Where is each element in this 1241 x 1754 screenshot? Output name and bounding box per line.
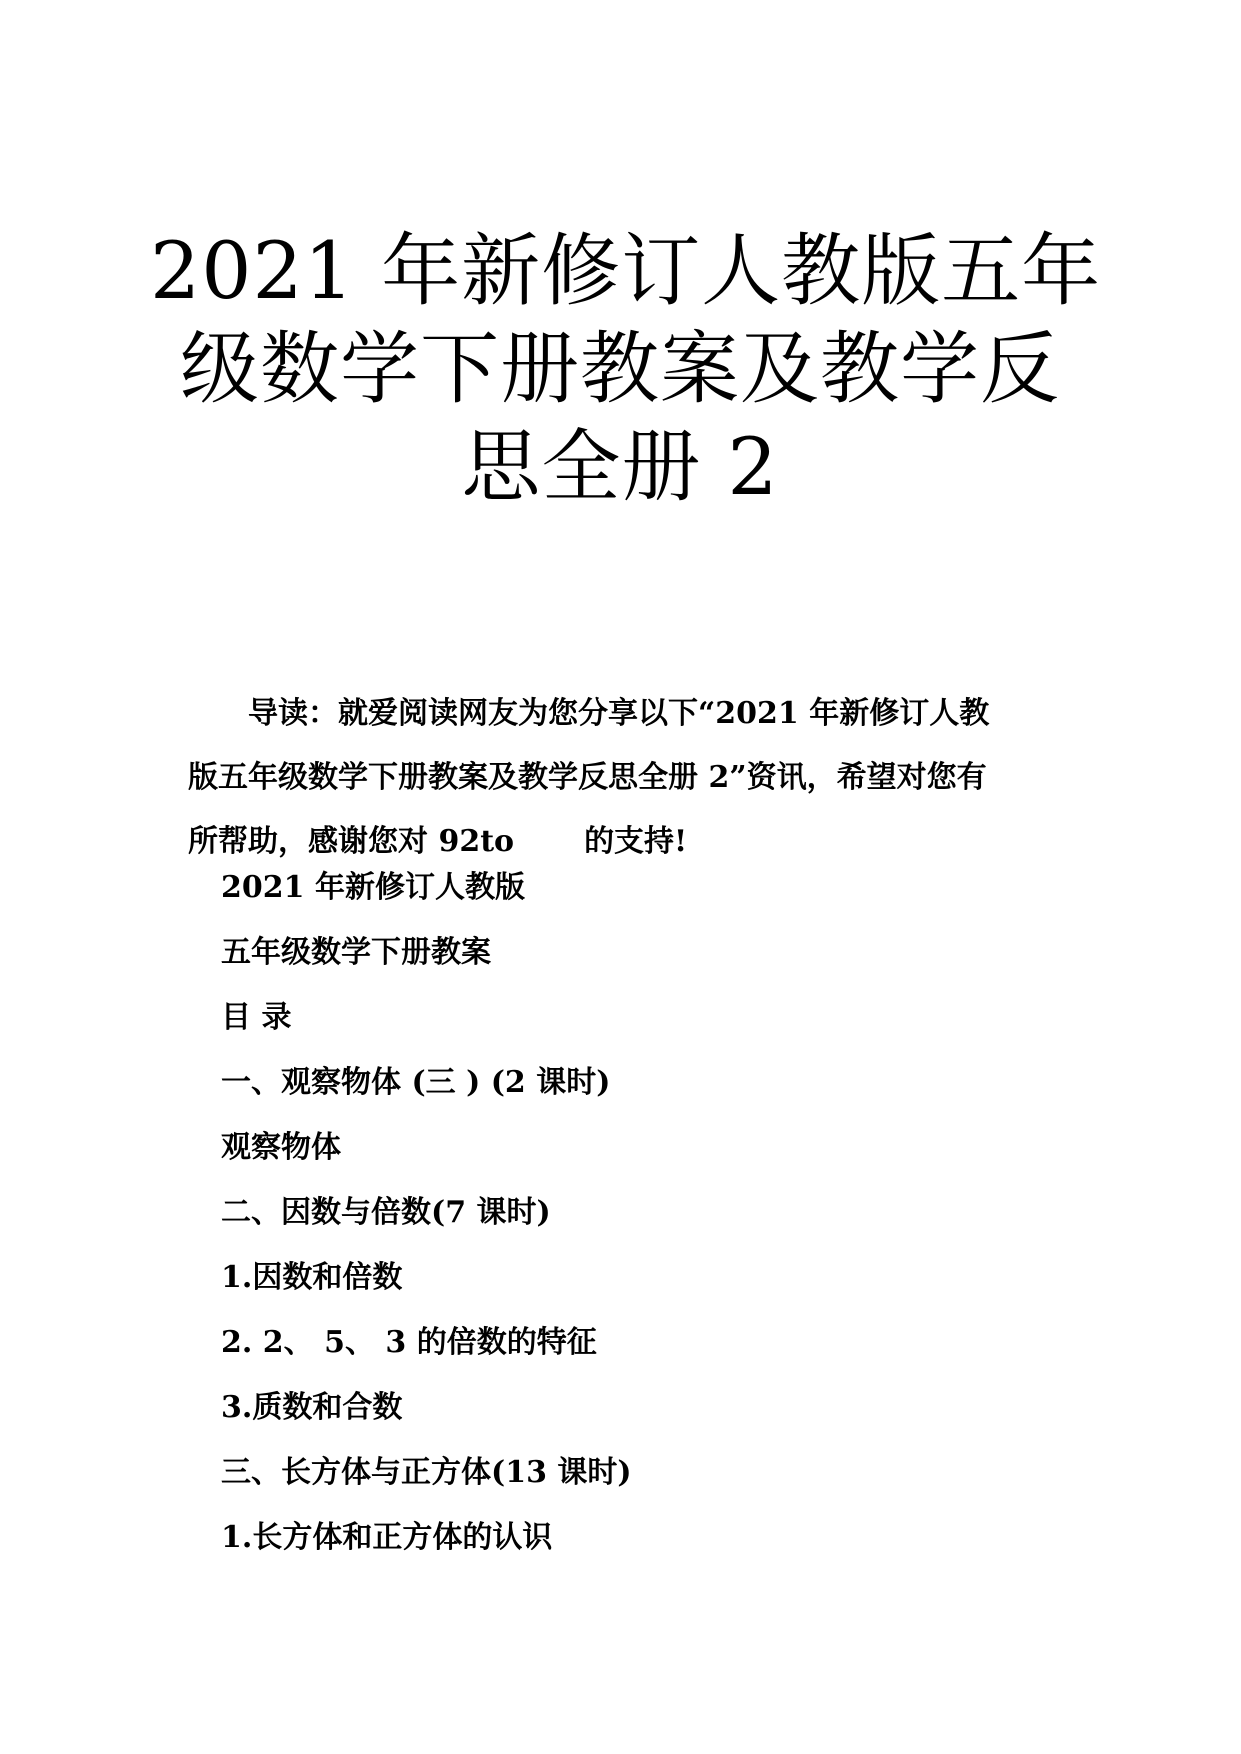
toc-heading: 目 录 bbox=[221, 1000, 292, 1035]
toc-item: 3.质数和合数 bbox=[221, 1390, 403, 1425]
toc-item: 三、长方体与正方体(13 课时) bbox=[221, 1455, 632, 1490]
toc-item: 一、观察物体 (三 ) (2 课时) bbox=[221, 1065, 611, 1100]
toc-item: 1.长方体和正方体的认识 bbox=[221, 1520, 553, 1555]
intro-paragraph bbox=[188, 682, 1068, 874]
document-title bbox=[150, 222, 1102, 516]
intro-line-3-end: 的支持! bbox=[584, 824, 688, 859]
toc-item: 1.因数和倍数 bbox=[221, 1260, 403, 1295]
intro-line-3 bbox=[188, 810, 1068, 874]
title-line-3: 思全册 2 bbox=[461, 421, 779, 513]
intro-line-1: 导读：就爱阅读网友为您分享以下“2021 年新修订人教 bbox=[248, 696, 990, 731]
toc-item: 观察物体 bbox=[221, 1130, 341, 1165]
toc-item: 2021 年新修订人教版 bbox=[221, 870, 525, 905]
toc-item: 二、因数与倍数(7 课时) bbox=[221, 1195, 551, 1230]
toc-item: 五年级数学下册教案 bbox=[221, 935, 491, 970]
title-line-1: 2021 年新修订人教版五年 bbox=[150, 225, 1102, 317]
intro-line-3-start: 所帮助，感谢您对 92to bbox=[188, 824, 515, 859]
intro-line-2: 版五年级数学下册教案及教学反思全册 2”资讯，希望对您有 bbox=[188, 760, 987, 795]
toc-item: 2. 2、 5、 3 的倍数的特征 bbox=[221, 1325, 597, 1360]
title-line-2: 级数学下册教案及教学反 bbox=[180, 323, 1060, 415]
